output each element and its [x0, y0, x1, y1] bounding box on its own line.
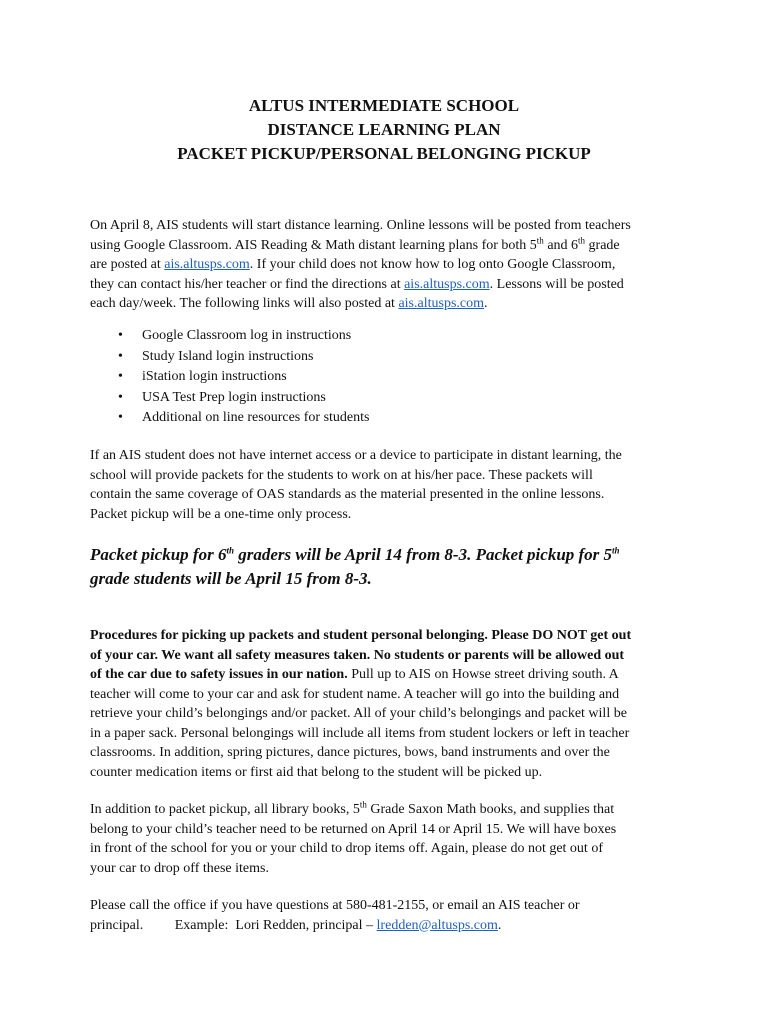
list-item: • Study Island login instructions	[118, 347, 369, 368]
intro-line: are posted at ais.altusps.com. If your child does not know how to log onto Google Classroom,	[90, 257, 616, 272]
paragraph-line: of the car due to safety issues in our nation. Pull up to AIS on Howse street driving south. A	[90, 667, 619, 682]
ais-website-link[interactable]: ais.altusps.com	[404, 276, 490, 292]
paragraph-line: Please call the office if you have questions at 580-481-2155, or email an AIS teacher or	[90, 898, 580, 913]
ais-website-link[interactable]: ais.altusps.com	[164, 257, 250, 272]
bullet-icon: •	[118, 348, 123, 364]
list-item: • iStation login instructions	[118, 367, 369, 388]
paragraph-line: If an AIS student does not have internet access or a device to participate in distant learning, the	[90, 448, 622, 463]
access-paragraph	[90, 446, 680, 524]
document-title-block	[0, 94, 768, 166]
paragraph-line: in front of the school for you or your child to drop items off. Again, please do not get out of	[90, 841, 603, 856]
bullet-icon: •	[118, 369, 123, 384]
paragraph-line: principal. Example: Lori Redden, principal – lredden@altusps.com.	[90, 917, 502, 933]
principal-email-link[interactable]: lredden@altusps.com	[376, 917, 498, 933]
intro-line: they can contact his/her teacher or find the directions at ais.altusps.com. Lessons will be posted	[90, 276, 624, 292]
returns-paragraph	[90, 800, 680, 878]
paragraph-line: retrieve your child’s belongings and/or packet. All of your child’s belongings and packet will be	[90, 706, 627, 721]
paragraph-line: of your car. We want all safety measures taken. No students or parents will be allowed out	[90, 647, 625, 663]
paragraph-line: Procedures for picking up packets and student personal belonging. Please DO NOT get out	[90, 628, 632, 643]
bullet-icon: •	[118, 328, 123, 343]
procedures-paragraph	[90, 626, 680, 782]
pickup-dates-notice	[90, 543, 690, 591]
list-item: • Google Classroom log in instructions	[118, 326, 369, 347]
list-item: • Additional on line resources for students	[118, 408, 369, 429]
pickup-title: PACKET PICKUP/PERSONAL BELONGING PICKUP	[177, 144, 591, 163]
paragraph-line: Packet pickup will be a one-time only process.	[90, 506, 352, 522]
paragraph-line: In addition to packet pickup, all library books, 5th Grade Saxon Math books, and supplies that	[90, 799, 615, 817]
plan-title: DISTANCE LEARNING PLAN	[267, 120, 501, 139]
links-list	[118, 326, 369, 429]
paragraph-line: school will provide packets for the students to work on at his/her pace. These packets will	[90, 467, 593, 483]
intro-line: using Google Classroom. AIS Reading & Math distant learning plans for both 5th and 6th grade	[90, 234, 620, 253]
paragraph-line: counter medication items or first aid that belong to the student will be picked up.	[90, 764, 543, 780]
list-item: • USA Test Prep login instructions	[118, 388, 369, 409]
intro-line: each day/week. The following links will also posted at ais.altusps.com.	[90, 296, 488, 311]
intro-paragraph	[90, 216, 680, 314]
school-name-title: ALTUS INTERMEDIATE SCHOOL	[248, 96, 520, 115]
ais-website-link[interactable]: ais.altusps.com	[398, 296, 484, 311]
paragraph-line: belong to your child’s teacher need to be returned on April 14 or April 15. We will have boxes	[90, 821, 617, 837]
paragraph-line: classrooms. In addition, spring pictures, dance pictures, bows, band instruments and over the	[90, 745, 610, 760]
notice-line: grade students will be April 15 from 8-3.	[90, 569, 372, 588]
paragraph-line: your car to drop off these items.	[90, 860, 269, 876]
notice-line: Packet pickup for 6th graders will be April 14 from 8-3. Packet pickup for 5th	[90, 545, 620, 564]
intro-line: On April 8, AIS students will start distance learning. Online lessons will be posted from teachers	[90, 218, 631, 233]
paragraph-line: in a paper sack. Personal belongings will include all items from student lockers or left in teacher	[90, 725, 630, 741]
paragraph-line: teacher will come to your car and ask for student name. A teacher will go into the building and	[90, 686, 620, 702]
bullet-icon: •	[118, 410, 123, 425]
bullet-icon: •	[118, 389, 123, 405]
paragraph-line: contain the same coverage of OAS standards as the material presented in the online lessons.	[90, 487, 605, 502]
contact-paragraph	[90, 896, 680, 935]
